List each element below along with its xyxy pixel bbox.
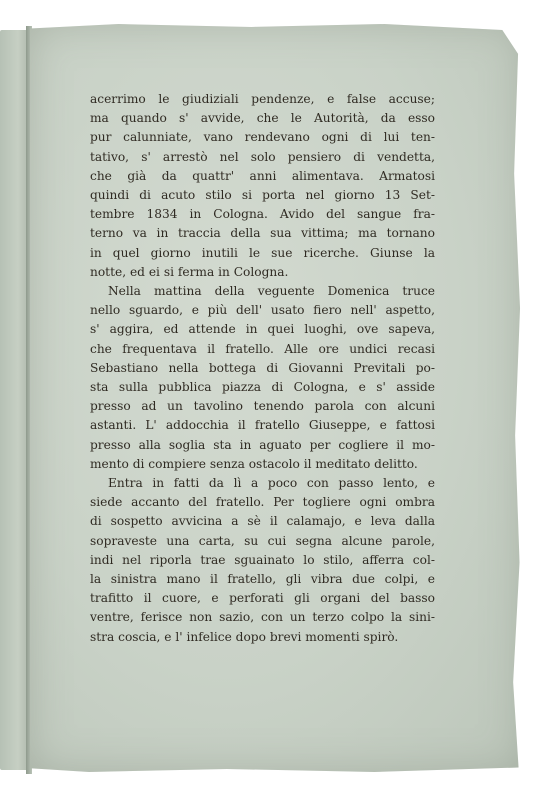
text-line: la sinistra mano il fratello, gli vibra due colpi, e — [90, 572, 435, 587]
text-line: notte, ed ei si ferma in Cologna. — [90, 264, 289, 279]
text-line: ventre, ferisce non sazio, con un terzo colpo la sini- — [90, 610, 435, 625]
text-line: astanti. L' addocchia il fratello Giuseppe, e fattosi — [90, 418, 435, 433]
text-line: indi nel riporla trae sguainato lo stilo, afferra col- — [90, 552, 435, 567]
text-line: ma quando s' avvide, che le Autorità, da esso — [90, 111, 435, 126]
paragraph-3 — [90, 474, 435, 647]
paragraph-2 — [90, 282, 435, 474]
text-line: siede accanto del fratello. Per togliere ogni ombra — [90, 495, 435, 510]
text-line: trafitto il cuore, e perforati gli organi del basso — [90, 591, 435, 606]
text-line: nello sguardo, e più dell' usato fiero nell' aspetto, — [90, 303, 435, 318]
text-line: Sebastiano nella bottega di Giovanni Previtali po- — [90, 360, 435, 375]
text-line: s' aggira, ed attende in quei luoghi, ove sapeva, — [90, 322, 435, 337]
text-line: che già da quattr' anni alimentava. Armatosi — [90, 168, 435, 183]
text-line: di sospetto avvicina a sè il calamajo, e leva dalla — [90, 514, 435, 529]
page-text — [90, 90, 435, 647]
text-line: in quel giorno inutili le sue ricerche. Giunse la — [90, 245, 435, 260]
text-line: sta sulla pubblica piazza di Cologna, e s' asside — [90, 380, 435, 395]
text-line: mento di compiere senza ostacolo il meditato delitto. — [90, 456, 418, 471]
text-line: presso ad un tavolino tenendo parola con alcuni — [90, 399, 435, 414]
text-line: pur calunniate, vano rendevano ogni di lui ten- — [90, 130, 435, 145]
text-line: sopraveste una carta, su cui segna alcune parole, — [90, 533, 435, 548]
text-line: acerrimo le giudiziali pendenze, e false accuse; — [90, 92, 435, 106]
text-line: Nella mattina della veguente Domenica truce — [108, 284, 435, 299]
text-line: tembre 1834 in Cologna. Avido del sangue fra- — [90, 207, 435, 222]
paragraph-1 — [90, 90, 435, 282]
text-line: Entra in fatti da lì a poco con passo lento, e — [108, 476, 435, 491]
text-line: stra coscia, e l' infelice dopo brevi momenti spirò. — [90, 629, 399, 644]
text-line: quindi di acuto stilo si porta nel giorno 13 Set- — [90, 188, 435, 203]
text-line: tativo, s' arrestò nel solo pensiero di vendetta, — [90, 149, 435, 164]
text-line: terno va in traccia della sua vittima; ma tornano — [90, 226, 435, 241]
text-line: che frequentava il fratello. Alle ore undici recasi — [90, 341, 435, 356]
text-line: presso alla soglia sta in aguato per cogliere il mo- — [90, 437, 435, 452]
